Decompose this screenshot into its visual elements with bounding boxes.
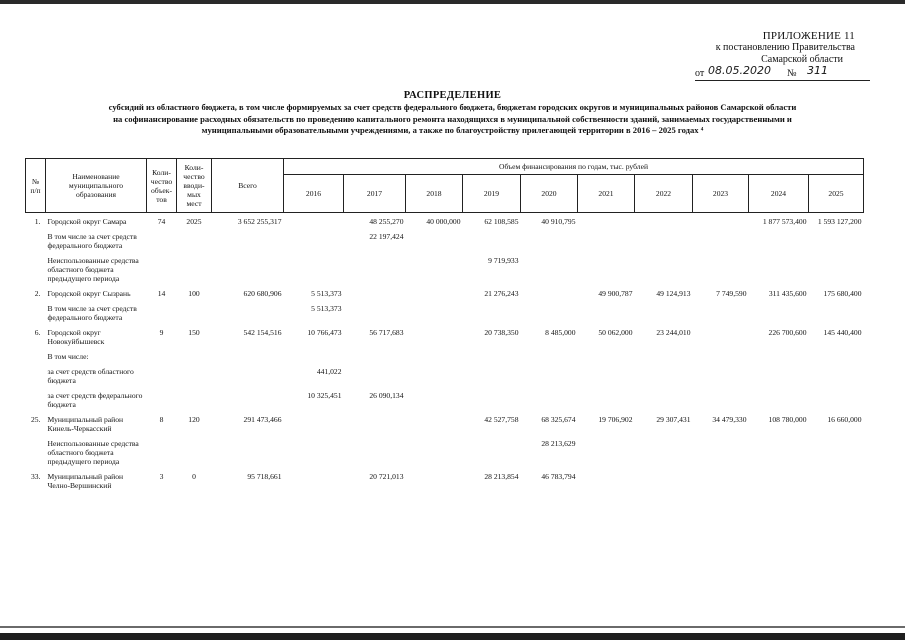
cell-total: 95 718,661 (247, 472, 282, 481)
cell-year-value (406, 388, 463, 412)
cell-year-value (406, 286, 463, 301)
cell-year-value (693, 349, 749, 364)
cell-year-value (749, 436, 809, 469)
cell-year-value (284, 349, 344, 364)
cell-name: за счет средств областного бюджета (47, 367, 134, 385)
cell-year-value (749, 388, 809, 412)
cell-year-value (635, 213, 693, 230)
cell-year-value (578, 253, 635, 286)
cell-year-value (749, 349, 809, 364)
cell-year-value: 48 255,270 (369, 217, 404, 226)
cell-no (26, 301, 46, 325)
table-row (26, 325, 864, 349)
cell-year-value (578, 349, 635, 364)
cell-total: 542 154,516 (243, 328, 282, 337)
cell-year-value (809, 349, 864, 364)
cell-year-value (284, 412, 344, 436)
cell-no (26, 253, 46, 286)
cell-year-value: 49 124,913 (656, 289, 691, 298)
cell-no (26, 436, 46, 469)
cell-year-value (749, 301, 809, 325)
cell-year-value (635, 436, 693, 469)
cell-year-value (284, 436, 344, 469)
cell-name: Городской округ Сызрань (47, 289, 131, 298)
cell-year-value: 26 090,134 (369, 391, 404, 400)
cell-no (26, 229, 46, 253)
cell-places (177, 436, 212, 469)
cell-year-value (521, 301, 578, 325)
cell-year-value (406, 325, 463, 349)
cell-objects: 3 (159, 472, 164, 481)
cell-year-value: 5 513,373 (311, 289, 342, 298)
cell-year-value: 46 783,794 (541, 472, 576, 481)
header-total: Всего (212, 159, 284, 213)
cell-year-value (521, 229, 578, 253)
cell-year-value (463, 229, 521, 253)
cell-year-value: 441,022 (316, 367, 342, 376)
cell-no: 33. (31, 472, 41, 481)
cell-year-value (578, 388, 635, 412)
cell-year-value (578, 364, 635, 388)
header-year: 2023 (693, 175, 749, 213)
cell-objects (147, 253, 177, 286)
cell-year-value: 10 766,473 (307, 328, 342, 337)
cell-year-value (284, 469, 344, 493)
distribution-table (25, 158, 864, 493)
cell-year-value (693, 469, 749, 493)
cell-year-value (344, 364, 406, 388)
cell-year-value (521, 364, 578, 388)
appendix-block (595, 30, 855, 66)
cell-places (177, 364, 212, 388)
cell-year-value: 29 307,431 (656, 415, 691, 424)
cell-objects (147, 436, 177, 469)
table-row (26, 229, 864, 253)
cell-year-value (406, 412, 463, 436)
cell-year-value (344, 286, 406, 301)
cell-year-value (284, 253, 344, 286)
scan-top-edge (0, 0, 905, 4)
decree-number: 311 (807, 64, 828, 77)
cell-places: 120 (188, 415, 200, 424)
cell-year-value (809, 436, 864, 469)
cell-year-value (406, 469, 463, 493)
cell-year-value (463, 301, 521, 325)
table-row (26, 412, 864, 436)
header-objects: Коли-чество объек-тов (147, 159, 177, 213)
cell-year-value (693, 388, 749, 412)
cell-year-value (809, 253, 864, 286)
table-row (26, 436, 864, 469)
cell-objects (147, 364, 177, 388)
cell-year-value (344, 301, 406, 325)
table-row (26, 364, 864, 388)
cell-year-value (635, 469, 693, 493)
cell-year-value (635, 349, 693, 364)
appendix-title: ПРИЛОЖЕНИЕ 11 (762, 30, 855, 42)
cell-total: 3 652 255,317 (237, 217, 282, 226)
cell-places (177, 301, 212, 325)
header-year: 2024 (749, 175, 809, 213)
cell-year-value (635, 229, 693, 253)
cell-year-value (635, 388, 693, 412)
cell-places (177, 349, 212, 364)
cell-year-value: 20 721,013 (369, 472, 404, 481)
cell-year-value (406, 364, 463, 388)
cell-year-value (406, 301, 463, 325)
cell-objects (147, 229, 177, 253)
appendix-line3: Самарской области (761, 54, 843, 65)
cell-year-value: 16 660,000 (827, 415, 862, 424)
header-name: Наименование муниципального образования (46, 159, 147, 213)
cell-objects (147, 301, 177, 325)
cell-year-value: 40 910,795 (541, 217, 576, 226)
table-row (26, 349, 864, 364)
cell-no (26, 364, 46, 388)
cell-year-value (463, 349, 521, 364)
number-prefix: № (787, 68, 797, 79)
cell-year-value (635, 301, 693, 325)
cell-year-value (749, 364, 809, 388)
cell-year-value (693, 364, 749, 388)
cell-no (26, 349, 46, 364)
cell-year-value (809, 469, 864, 493)
cell-no: 1. (34, 217, 41, 226)
cell-year-value: 145 440,400 (823, 328, 862, 337)
cell-year-value: 7 749,590 (716, 289, 747, 298)
cell-total: 620 680,906 (243, 289, 282, 298)
table-row (26, 286, 864, 301)
appendix-line2: к постановлению Правительства (715, 42, 855, 53)
cell-places: 0 (192, 472, 196, 481)
subtitle-line-1: субсидий из областного бюджета, в том числе формируемых за счет средств федерального бюджета, бюджетам городских округов и муниципальных районов Самарской области (108, 102, 797, 112)
header-year: 2025 (809, 175, 864, 213)
cell-name: В том числе за счет средств федерального бюджета (47, 232, 137, 250)
cell-year-value (809, 229, 864, 253)
cell-year-value (693, 213, 749, 230)
cell-year-value (463, 388, 521, 412)
cell-year-value (521, 349, 578, 364)
scan-bottom-shadow (0, 626, 905, 628)
cell-year-value (635, 253, 693, 286)
table-row (26, 253, 864, 286)
subtitle-line-2: на софинансирование расходных обязательств по проведению капитального ремонта находящихся в муниципальной собственности зданий, занимаемых государственными и (113, 113, 792, 124)
cell-year-value (344, 412, 406, 436)
cell-total (212, 253, 284, 286)
cell-year-value: 62 108,585 (484, 217, 519, 226)
cell-year-value (578, 213, 635, 230)
cell-year-value (406, 436, 463, 469)
cell-no: 25. (31, 415, 41, 424)
table-row (26, 301, 864, 325)
cell-places: 100 (188, 289, 200, 298)
cell-year-value: 108 780,000 (768, 415, 807, 424)
cell-total (212, 349, 284, 364)
cell-year-value (693, 325, 749, 349)
cell-year-value (809, 301, 864, 325)
cell-year-value (521, 388, 578, 412)
cell-name: В том числе: (47, 352, 89, 361)
cell-year-value: 34 479,330 (712, 415, 747, 424)
cell-year-value (809, 388, 864, 412)
cell-no: 2. (34, 289, 41, 298)
subtitle-line-3: муниципальными образовательными учреждениями, а также по благоустройству прилегающей территории в 2016 – 2025 годах ⁴ (201, 125, 704, 135)
scan-bottom-edge (0, 633, 905, 640)
cell-places (177, 253, 212, 286)
cell-places (177, 388, 212, 412)
header-financing-group: Объем финансирования по годам, тыс. рублей (284, 159, 864, 175)
header-places: Коли-чество вводи-мых мест (177, 159, 212, 213)
cell-total (212, 229, 284, 253)
cell-year-value (578, 301, 635, 325)
cell-total (212, 364, 284, 388)
cell-year-value (284, 229, 344, 253)
cell-places (177, 229, 212, 253)
cell-year-value (578, 436, 635, 469)
cell-year-value (693, 436, 749, 469)
header-year: 2020 (521, 175, 578, 213)
header-year: 2018 (406, 175, 463, 213)
date-prefix: от (695, 68, 705, 79)
cell-objects (147, 388, 177, 412)
cell-year-value: 226 700,600 (768, 328, 807, 337)
cell-year-value (749, 253, 809, 286)
cell-name: Муниципальный район Кинель-Черкасский (47, 415, 124, 433)
header-year: 2019 (463, 175, 521, 213)
cell-year-value (635, 364, 693, 388)
cell-year-value (406, 229, 463, 253)
decree-date-line (695, 66, 870, 81)
cell-total: 291 473,466 (243, 415, 282, 424)
table-row (26, 388, 864, 412)
cell-year-value (578, 469, 635, 493)
cell-year-value: 5 513,373 (311, 304, 342, 313)
cell-places: 2025 (186, 217, 202, 226)
cell-objects: 8 (159, 415, 164, 424)
cell-year-value: 311 435,600 (768, 289, 807, 298)
cell-year-value: 40 000,000 (426, 217, 461, 226)
cell-year-value: 1 593 127,200 (817, 217, 862, 226)
cell-year-value: 20 738,350 (484, 328, 519, 337)
cell-name: Муниципальный район Челно-Вершинский (47, 472, 124, 490)
cell-year-value: 21 276,243 (484, 289, 519, 298)
cell-year-value: 8 485,000 (545, 328, 576, 337)
cell-year-value (284, 213, 344, 230)
header-no: № п/п (26, 159, 46, 213)
header-year: 2017 (344, 175, 406, 213)
cell-year-value: 22 197,424 (369, 232, 404, 241)
document-subtitle (30, 102, 875, 137)
cell-year-value: 68 325,674 (541, 415, 576, 424)
cell-year-value (749, 469, 809, 493)
table-row (26, 213, 864, 230)
cell-year-value (344, 349, 406, 364)
cell-year-value: 23 244,010 (656, 328, 691, 337)
cell-name: за счет средств федерального бюджета (47, 391, 143, 409)
cell-year-value (693, 301, 749, 325)
cell-year-value (521, 286, 578, 301)
cell-year-value: 56 717,683 (369, 328, 404, 337)
cell-places: 150 (188, 328, 200, 337)
cell-year-value: 10 325,451 (307, 391, 342, 400)
cell-year-value: 1 877 573,400 (762, 217, 807, 226)
cell-objects: 74 (157, 217, 166, 226)
cell-name: Городской округ Новокуйбышевск (47, 328, 105, 346)
cell-year-value (521, 253, 578, 286)
cell-total (212, 388, 284, 412)
header-year: 2021 (578, 175, 635, 213)
cell-year-value (578, 229, 635, 253)
cell-year-value: 49 900,787 (598, 289, 633, 298)
cell-year-value: 28 213,629 (541, 439, 576, 448)
cell-year-value (406, 349, 463, 364)
cell-year-value (344, 253, 406, 286)
cell-name: Неиспользованные средства областного бюджета предыдущего периода (47, 439, 139, 466)
cell-objects (147, 349, 177, 364)
cell-year-value (344, 436, 406, 469)
cell-total (212, 301, 284, 325)
header-year: 2022 (635, 175, 693, 213)
decree-date: 08.05.2020 (708, 64, 771, 77)
cell-objects: 9 (159, 328, 164, 337)
cell-name: Городской округ Самара (47, 217, 127, 226)
cell-total (212, 436, 284, 469)
cell-year-value: 175 680,400 (823, 289, 862, 298)
cell-year-value (693, 229, 749, 253)
table-row (26, 469, 864, 493)
cell-year-value: 28 213,854 (484, 472, 519, 481)
cell-name: Неиспользованные средства областного бюджета предыдущего периода (47, 256, 139, 283)
document-title: РАСПРЕДЕЛЕНИЕ (403, 90, 502, 101)
cell-objects: 14 (157, 289, 166, 298)
cell-no (26, 388, 46, 412)
cell-year-value: 50 062,000 (598, 328, 633, 337)
cell-year-value (463, 364, 521, 388)
cell-year-value (463, 436, 521, 469)
cell-year-value: 19 706,902 (598, 415, 633, 424)
cell-year-value (809, 364, 864, 388)
cell-year-value: 42 527,758 (484, 415, 519, 424)
cell-year-value (693, 253, 749, 286)
cell-year-value: 9 719,933 (488, 256, 519, 265)
cell-no: 6. (34, 328, 41, 337)
header-year: 2016 (284, 175, 344, 213)
cell-year-value (406, 253, 463, 286)
cell-year-value (749, 229, 809, 253)
cell-name: В том числе за счет средств федерального бюджета (47, 304, 137, 322)
